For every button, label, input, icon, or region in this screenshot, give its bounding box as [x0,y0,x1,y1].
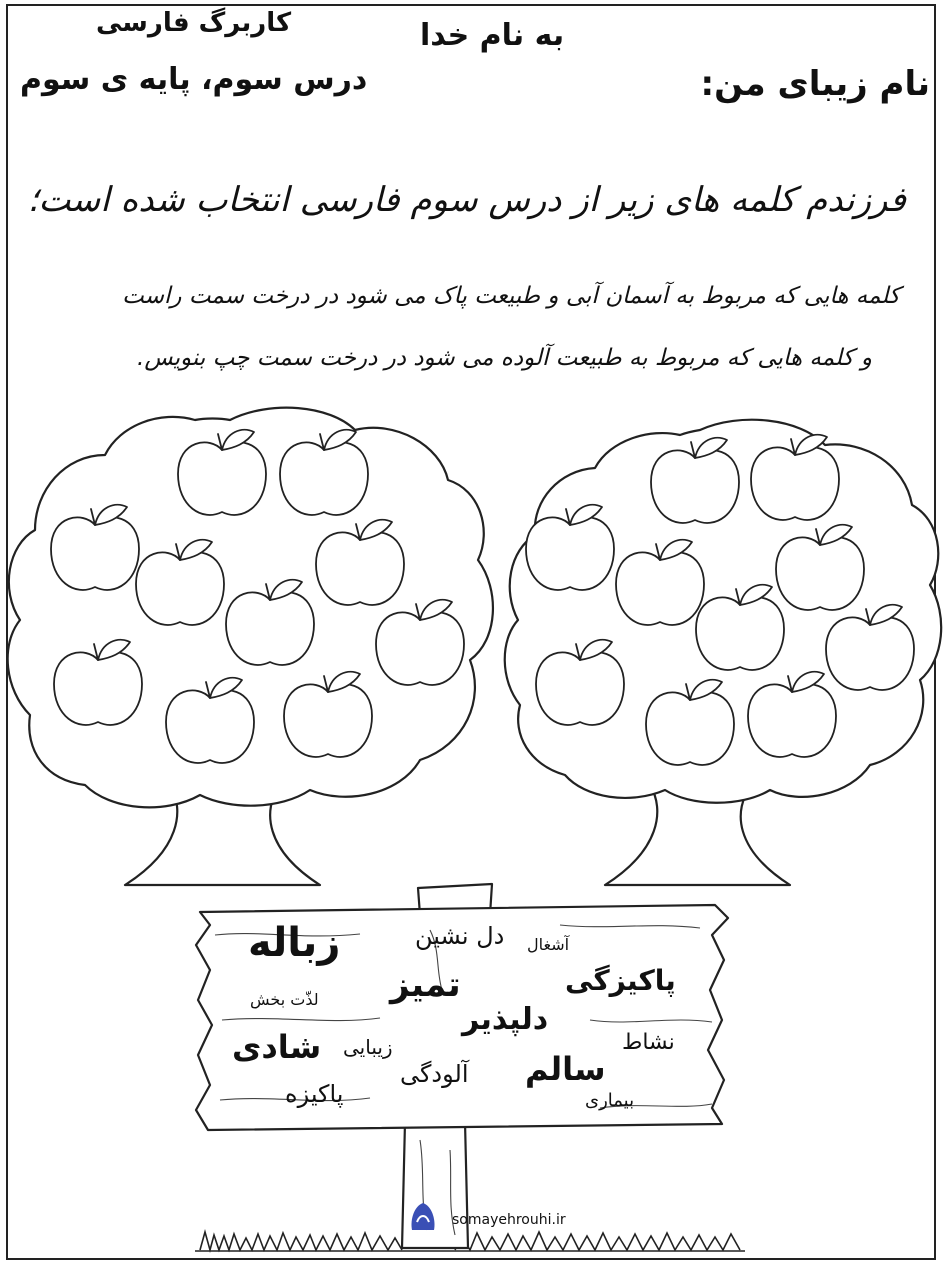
apple-outline [284,684,372,757]
grass-right [455,1232,740,1250]
apple-outline [280,442,368,515]
grass-left [200,1232,402,1250]
student-name-label: نام زیبای من: [700,64,930,104]
instruction-line-2: و کلمه هایی که مربوط به طبیعت آلوده می شود در درخت سمت چپ بنویس. [137,345,872,371]
apple-outline [776,537,864,610]
instruction-line-1: کلمه هایی که مربوط به آسمان آبی و طبیعت پاک می شود در درخت سمت راست [122,283,900,309]
basmala-heading: به نام خدا [420,18,565,53]
sign-word: دلپذیر [462,1002,549,1037]
sign-word: آشغال [527,935,570,954]
apple-outline [651,450,739,523]
sign-word: دل نشین [415,922,505,950]
apple-outline [166,690,254,763]
publisher-logo-icon [408,1200,438,1236]
sign-word: تمیز [390,965,461,1005]
apple-outline [316,532,404,605]
apple-outline [646,692,734,765]
sign-word: زیبایی [343,1035,393,1059]
apple-outline [616,552,704,625]
apple-outline [826,617,914,690]
sign-word: نشاط [622,1030,675,1055]
sign-word: پاکیزگی [565,964,676,997]
apple-outline [178,442,266,515]
grass [195,1232,745,1251]
apple-outline [54,652,142,725]
site-watermark: somayehrouhi.ir [452,1212,566,1228]
apple-outline [51,517,139,590]
apple-outline [748,684,836,757]
apple-outline [226,592,314,665]
apple-outline [751,447,839,520]
sign-word: شادی [232,1028,322,1066]
apple-outline [136,552,224,625]
apple-outline [696,597,784,670]
sign-word: بیماری [585,1090,635,1111]
sign-word: پاکیزه [285,1080,344,1108]
intro-text: فرزندم کلمه های زیر از درس سوم فارسی انتخاب شده است؛ [27,180,906,220]
apple-outline [536,652,624,725]
apple-outline [376,612,464,685]
apple-outline [526,517,614,590]
sign-word: سالم [525,1050,606,1088]
sign-word: زباله [248,920,341,966]
sign-word: آلودگی [400,1060,469,1088]
lesson-label: درس سوم، پایه ی سوم [20,62,368,97]
sign-word: لذّت بخش [250,990,319,1009]
worksheet-title: کاربرگ فارسی [96,8,292,38]
